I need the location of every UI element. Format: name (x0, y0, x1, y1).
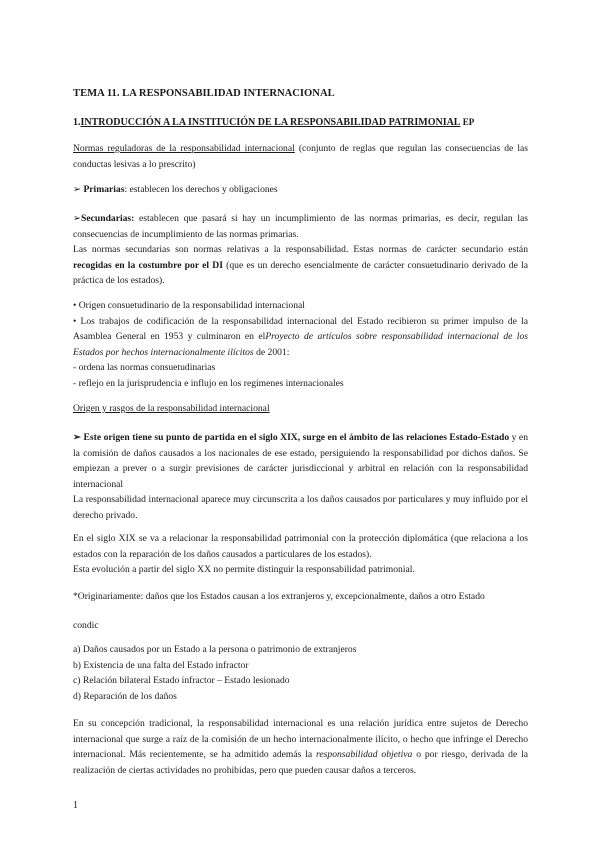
page-number: 1 (73, 800, 78, 811)
primarias-paragraph (73, 182, 528, 198)
concepcion-paragraph (73, 716, 528, 778)
document-title: TEMA 11. LA RESPONSABILIDAD INTERNACIONAL (73, 88, 335, 99)
condic-text: condic (73, 620, 99, 631)
condition-d: d) Reparación de los daños (73, 690, 177, 702)
normas-rest: (conjunto de reglas que regulan las consecuencias de las conductas lesivas a lo prescrito) (73, 143, 528, 170)
origen-item-1: • Origen consuetudinario de la responsabilidad internacional (73, 300, 305, 311)
secundarias-p2-bold: recogidas en la costumbre por el DI (73, 259, 223, 271)
secundarias-rest: establecen que pasará si hay un incumplimiento de las normas primarias, es decir, regulan las consecuencias de incumplimiento de las normas primarias. (73, 213, 528, 240)
rasgos-paragraph (73, 430, 528, 523)
siglo-xix-p1: En el siglo XIX se va a relacionar la responsabilidad patrimonial con la protección diplomática (que relaciona a los estados con la reparación de los daños causados a particulares de los estados). (73, 533, 528, 560)
section-heading-text: INTRODUCCIÓN A LA INSTITUCIÓN DE LA RESPONSABILIDAD PATRIMONIAL (80, 117, 461, 128)
section-heading-tail: EP (460, 117, 475, 127)
origen-sub-2: - reflejo en la jurisprudencia e influjo en los regímenes internacionales (73, 377, 344, 389)
origen-item-2 (73, 314, 528, 361)
concepcion-b: o por riesgo, derivada de la realización de ciertas actividades no prohibidas, pero que pueden causar daños a terceros. (73, 749, 528, 776)
rasgos-bold: ➢ Este origen tiene su punto de partida en el siglo XIX, surge en el ámbito de las relaciones Estado-Estado (73, 432, 510, 443)
origen-list (73, 298, 528, 391)
conditions-list (73, 642, 528, 704)
secundarias-p2-a: Las normas secundarias son normas relativas a la responsabilidad. Estas normas de carácter secundario están (73, 244, 528, 255)
primarias-label: Primarias (83, 184, 125, 195)
condition-a: a) Daños causados por un Estado a la persona o patrimonio de extranjeros (73, 644, 357, 655)
origen-item-2-b: de 2001: (253, 346, 290, 358)
section-number: 1. (73, 117, 81, 128)
condition-c: c) Relación bilateral Estado infractor – Estado lesionado (73, 675, 290, 686)
secundarias-label: Secundarias: (81, 213, 135, 224)
condition-b: b) Existencia de una falta del Estado infractor (73, 659, 249, 671)
originariamente-note: *Originariamente: daños que los Estados causan a los extranjeros y, excepcionalmente, daños a otro Estado (73, 591, 485, 602)
primarias-arrow: ➢ (73, 184, 84, 195)
concepcion-italic: responsabilidad objetiva (316, 749, 413, 760)
rasgos-rest: y en la comisión de daños causados a los nacionales de ese estado, persiguiendo la responsabilidad por dichos daños. Se empiezan a prever o a surgir previsiones de carácter jurisdiccional y arbitral en relación con la responsabilidad internacional (73, 432, 528, 490)
secundarias-paragraph (73, 211, 528, 289)
proyecto-title: Proyecto de artículos sobre responsabilidad internacional de los Estados por hechos internacionalmente ilícitos (73, 331, 528, 358)
origen-item-2-a: • Los trabajos de codificación de la responsabilidad internacional del Estado recibieron su primer impulso de la Asamblea General en 1953 y culminaron en el (73, 315, 528, 342)
normas-paragraph (73, 141, 528, 172)
siglo-xix-paragraph (73, 531, 528, 578)
primarias-rest: : establecen los derechos y obligaciones (124, 184, 278, 195)
rasgos-p2: La responsabilidad internacional aparece muy circunscrita a los daños causados por particulares y muy influido por el derecho privado. (73, 494, 528, 521)
siglo-xix-p2: Esta evolución a partir del siglo XX no permite distinguir la responsabilidad patrimonial. (73, 564, 415, 575)
secundarias-p2-c: (que es un derecho esencialmente de carácter consuetudinario derivado de la práctica de los estados). (73, 259, 529, 286)
rasgos-heading: Origen y rasgos de la responsabilidad internacional (73, 403, 270, 414)
section-heading (73, 115, 528, 131)
concepcion-a: En su concepción tradicional, la responsabilidad internacional es una relación jurídica entre sujetos de Derecho internacional que surge a raíz de la comisión de un hecho internacionalmente ilícito, o hecho que infringe el Derecho internacional. Más recientemente, se ha admitido además la (73, 718, 528, 760)
normas-underlined: Normas reguladoras de la responsabilidad internacional (73, 143, 295, 154)
secundarias-arrow: ➢ (73, 213, 82, 224)
origen-sub-1: - ordena las normas consuetudinarias (73, 362, 216, 373)
secundarias-p2 (73, 242, 528, 289)
